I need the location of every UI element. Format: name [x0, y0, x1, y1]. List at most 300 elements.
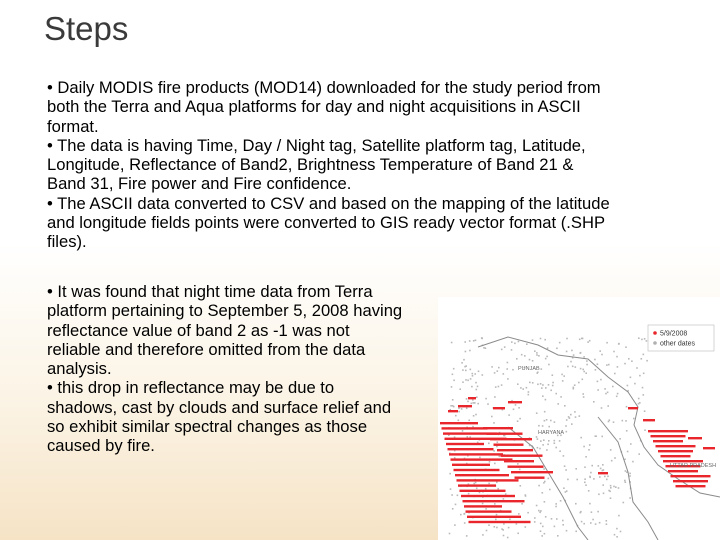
other-date-point [601, 354, 603, 356]
other-date-point [526, 387, 528, 389]
other-date-point [544, 533, 546, 535]
other-date-point [644, 338, 646, 340]
other-date-point [594, 359, 596, 361]
text-line: reflectance value of band 2 as -1 was not [47, 320, 350, 340]
other-date-point [534, 350, 536, 352]
fire-point-stripe [483, 427, 513, 429]
other-date-point [525, 526, 527, 528]
other-date-point [550, 420, 552, 422]
other-date-point [564, 465, 566, 467]
other-date-point [600, 468, 602, 470]
other-date-point [562, 524, 564, 526]
other-date-point [466, 408, 468, 410]
other-date-point [573, 354, 575, 356]
other-date-point [618, 487, 620, 489]
other-date-point [584, 478, 586, 480]
fire-point-stripe [458, 405, 472, 407]
other-date-point [539, 448, 541, 450]
other-date-point [611, 460, 613, 462]
other-date-point [542, 384, 544, 386]
text-line: • It was found that night time data from Terra [47, 282, 373, 301]
other-date-point [463, 359, 465, 361]
other-date-point [566, 419, 568, 421]
text-line: and longitude fields points were converted to GIS ready vector format (.SHP [47, 213, 606, 233]
other-date-point [607, 405, 609, 407]
other-date-point [505, 493, 507, 495]
other-date-point [613, 486, 615, 488]
fire-point-stripe [469, 521, 531, 523]
other-date-point [560, 500, 562, 502]
other-date-point [591, 511, 593, 513]
other-date-point [560, 396, 562, 398]
other-date-point [545, 358, 547, 360]
fire-point-stripe [493, 407, 505, 409]
other-date-point [479, 457, 481, 459]
other-date-point [548, 364, 550, 366]
legend-other-label: other dates [660, 340, 696, 348]
other-date-point [545, 387, 547, 389]
fire-point-stripe [451, 458, 513, 460]
other-date-point [565, 469, 567, 471]
other-date-point [449, 533, 451, 535]
other-date-point [524, 355, 526, 357]
other-date-point [543, 468, 545, 470]
other-date-point [517, 420, 519, 422]
other-date-point [516, 523, 518, 525]
fire-point-stripe [676, 485, 706, 487]
other-date-point [538, 485, 540, 487]
other-date-point [609, 491, 611, 493]
fire-point-stripe [460, 490, 506, 492]
other-date-point [587, 341, 589, 343]
other-date-point [614, 534, 616, 536]
other-date-point [449, 473, 451, 475]
fire-points-map [438, 297, 720, 540]
other-date-point [508, 414, 510, 416]
other-date-point [503, 535, 505, 537]
other-date-point [540, 338, 542, 340]
other-date-point [452, 374, 454, 376]
other-date-point [629, 497, 631, 499]
other-date-point [495, 386, 497, 388]
other-date-point [536, 352, 538, 354]
fire-point-stripe [668, 470, 698, 472]
other-date-point [475, 482, 477, 484]
other-date-point [552, 374, 554, 376]
other-date-point [582, 379, 584, 381]
other-date-point [576, 479, 578, 481]
other-date-point [589, 340, 591, 342]
other-date-point [544, 420, 546, 422]
other-date-point [633, 418, 635, 420]
other-date-point [540, 523, 542, 525]
other-date-point [507, 537, 509, 539]
other-date-point [593, 401, 595, 403]
fire-point-stripe [452, 464, 490, 466]
other-date-point [543, 439, 545, 441]
other-date-point [540, 440, 542, 442]
other-date-point [563, 487, 565, 489]
other-date-point [454, 524, 456, 526]
other-date-point [536, 372, 538, 374]
fire-point-stripe [504, 460, 534, 462]
other-date-point [544, 481, 546, 483]
other-date-point [592, 519, 594, 521]
other-date-point [450, 488, 452, 490]
other-date-point [458, 420, 460, 422]
other-date-point [598, 494, 600, 496]
slide-title: Steps [44, 10, 129, 47]
other-date-point [467, 436, 469, 438]
other-date-point [590, 472, 592, 474]
other-date-point [465, 370, 467, 372]
text-line: • The data is having Time, Day / Night tag, Satellite platform tag, Latitude, [47, 135, 586, 155]
text-line: • Daily MODIS fire products (MOD14) downloaded for the study period from [47, 78, 601, 97]
other-date-point [536, 505, 538, 507]
other-date-point [451, 494, 453, 496]
other-date-point [606, 364, 608, 366]
other-date-point [544, 411, 546, 413]
other-date-point [588, 449, 590, 451]
other-date-point [590, 522, 592, 524]
other-date-point [473, 415, 475, 417]
other-date-point [643, 354, 645, 356]
text-line: caused by fire. [47, 436, 155, 456]
other-date-point [566, 338, 568, 340]
other-date-point [548, 478, 550, 480]
text-line: platform pertaining to September 5, 2008 having [47, 301, 403, 321]
other-date-point [548, 440, 550, 442]
fire-point-stripe [494, 444, 524, 446]
other-date-point [605, 393, 607, 395]
other-date-point [601, 407, 603, 409]
other-date-point [638, 337, 640, 339]
other-date-point [476, 396, 478, 398]
other-date-point [641, 358, 643, 360]
other-date-point [570, 414, 572, 416]
other-date-point [485, 508, 487, 510]
other-date-point [585, 484, 587, 486]
other-date-point [453, 380, 455, 382]
other-date-point [528, 394, 530, 396]
other-date-point [496, 527, 498, 529]
other-date-point [554, 421, 556, 423]
fire-point-stripe [497, 449, 533, 451]
other-date-point [566, 490, 568, 492]
other-date-point [494, 372, 496, 374]
text-line: • this drop in reflectance may be due to [47, 378, 335, 398]
other-date-point [586, 360, 588, 362]
other-date-point [554, 442, 556, 444]
other-date-point [466, 535, 468, 537]
other-date-point [641, 339, 643, 341]
other-date-point [518, 513, 520, 515]
fire-point-stripe [658, 450, 693, 452]
other-date-point [464, 341, 466, 343]
other-date-point [494, 503, 496, 505]
other-date-point [617, 366, 619, 368]
other-date-point [494, 526, 496, 528]
other-date-point [616, 356, 618, 358]
other-date-point [546, 356, 548, 358]
other-date-point [520, 387, 522, 389]
other-date-point [451, 342, 453, 344]
top-bullet-text [47, 78, 667, 252]
other-date-point [581, 521, 583, 523]
other-date-point [452, 399, 454, 401]
other-date-point [646, 340, 648, 342]
other-date-point [589, 444, 591, 446]
other-date-point [546, 449, 548, 451]
other-date-point [493, 450, 495, 452]
other-date-point [545, 399, 547, 401]
other-date-point [473, 340, 475, 342]
other-date-point [575, 503, 577, 505]
other-date-point [520, 485, 522, 487]
other-date-point [579, 415, 581, 417]
other-date-point [643, 373, 645, 375]
other-date-point [589, 503, 591, 505]
other-date-point [542, 444, 544, 446]
other-date-point [469, 340, 471, 342]
other-date-point [628, 358, 630, 360]
other-date-point [644, 410, 646, 412]
other-date-point [566, 530, 568, 532]
legend-fire-marker [653, 331, 657, 335]
text-line: analysis. [47, 359, 112, 379]
other-date-point [581, 338, 583, 340]
other-date-point [536, 436, 538, 438]
other-date-point [556, 518, 558, 520]
other-date-point [547, 347, 549, 349]
other-date-point [488, 443, 490, 445]
other-date-point [625, 481, 627, 483]
other-date-point [583, 446, 585, 448]
other-date-point [548, 384, 550, 386]
other-date-point [566, 431, 568, 433]
other-date-point [622, 420, 624, 422]
other-date-point [466, 398, 468, 400]
other-date-point [555, 506, 557, 508]
other-date-point [597, 381, 599, 383]
other-date-point [540, 510, 542, 512]
fire-point-stripe [455, 474, 509, 476]
other-date-point [508, 527, 510, 529]
legend-other-marker [653, 341, 657, 345]
fire-point-stripe [671, 475, 711, 477]
other-date-point [627, 451, 629, 453]
other-date-point [540, 530, 542, 532]
other-date-point [606, 479, 608, 481]
other-date-point [507, 378, 509, 380]
other-date-point [551, 518, 553, 520]
fire-point-stripe [448, 448, 494, 450]
other-date-point [455, 504, 457, 506]
other-date-point [607, 392, 609, 394]
other-date-point [526, 343, 528, 345]
other-date-point [488, 524, 490, 526]
other-date-point [501, 349, 503, 351]
other-date-point [475, 414, 477, 416]
other-date-point [488, 483, 490, 485]
other-date-point [457, 495, 459, 497]
other-date-point [511, 349, 513, 351]
region-label-punjab: PUNJAB [518, 366, 540, 372]
other-date-point [469, 350, 471, 352]
other-date-point [541, 535, 543, 537]
other-date-point [476, 487, 478, 489]
other-date-point [597, 511, 599, 513]
other-date-point [559, 440, 561, 442]
other-date-point [559, 450, 561, 452]
other-date-point [516, 358, 518, 360]
other-date-point [541, 368, 543, 370]
other-date-point [572, 366, 574, 368]
other-date-point [460, 514, 462, 516]
other-date-point [606, 523, 608, 525]
other-date-point [583, 371, 585, 373]
other-date-point [532, 339, 534, 341]
other-date-point [525, 494, 527, 496]
other-date-point [555, 447, 557, 449]
other-date-point [554, 440, 556, 442]
other-date-point [583, 396, 585, 398]
other-date-point [629, 475, 631, 477]
fire-point-stripe [449, 453, 503, 455]
other-date-point [528, 391, 530, 393]
text-line: Band 31, Fire power and Fire confidence. [47, 174, 352, 194]
other-date-point [593, 478, 595, 480]
other-date-point [597, 363, 599, 365]
other-date-point [562, 380, 564, 382]
other-date-point [475, 382, 477, 384]
fire-point-stripe [454, 469, 500, 471]
other-date-point [550, 390, 552, 392]
text-line: • The ASCII data converted to CSV and based on the mapping of the latitude [47, 193, 610, 213]
other-date-point [580, 352, 582, 354]
other-date-point [455, 415, 457, 417]
other-date-point [638, 403, 640, 405]
other-date-point [579, 339, 581, 341]
fire-point-stripe [464, 505, 502, 507]
other-date-point [542, 395, 544, 397]
other-date-point [494, 396, 496, 398]
other-date-point [612, 386, 614, 388]
other-date-point [512, 369, 514, 371]
other-date-point [491, 366, 493, 368]
other-date-point [503, 373, 505, 375]
other-date-point [515, 404, 517, 406]
fire-point-stripe [487, 433, 523, 435]
other-date-point [584, 466, 586, 468]
fire-point-stripe [446, 443, 484, 445]
other-date-point [595, 523, 597, 525]
other-date-point [513, 409, 515, 411]
other-date-point [623, 502, 625, 504]
other-date-point [517, 383, 519, 385]
fire-point-stripe [440, 422, 478, 424]
other-date-point [465, 351, 467, 353]
other-date-point [555, 503, 557, 505]
text-line: reliable and therefore omitted from the data [47, 339, 366, 359]
other-date-point [620, 531, 622, 533]
fire-point-stripe [501, 455, 543, 457]
fire-point-stripe [656, 445, 696, 447]
other-date-point [597, 389, 599, 391]
other-date-point [497, 488, 499, 490]
other-date-point [503, 435, 505, 437]
other-date-point [555, 393, 557, 395]
other-date-point [586, 364, 588, 366]
other-date-point [557, 403, 559, 405]
other-date-point [614, 373, 616, 375]
other-date-point [506, 368, 508, 370]
other-date-point [583, 523, 585, 525]
other-date-point [556, 348, 558, 350]
other-date-point [544, 501, 546, 503]
other-date-point [502, 529, 504, 531]
other-date-point [613, 351, 615, 353]
other-date-point [534, 517, 536, 519]
other-date-point [458, 407, 460, 409]
other-date-point [461, 362, 463, 364]
other-date-point [624, 363, 626, 365]
other-date-point [478, 371, 480, 373]
other-date-point [571, 423, 573, 425]
other-date-point [498, 386, 500, 388]
other-date-point [482, 374, 484, 376]
other-date-point [471, 386, 473, 388]
other-date-point [627, 385, 629, 387]
other-date-point [452, 508, 454, 510]
other-date-point [537, 447, 539, 449]
other-date-point [497, 370, 499, 372]
other-date-point [629, 473, 631, 475]
other-date-point [501, 384, 503, 386]
other-date-point [571, 350, 573, 352]
text-line: shadows, cast by clouds and surface relief and [47, 397, 392, 417]
other-date-point [616, 528, 618, 530]
other-date-point [511, 341, 513, 343]
fire-point-stripe [511, 471, 553, 473]
other-date-point [616, 536, 618, 538]
other-date-point [494, 463, 496, 465]
other-date-point [626, 430, 628, 432]
other-date-point [638, 398, 640, 400]
fire-point-stripe [448, 410, 458, 412]
other-date-point [470, 378, 472, 380]
other-date-point [536, 354, 538, 356]
other-date-point [630, 377, 632, 379]
other-date-point [608, 421, 610, 423]
other-date-point [542, 492, 544, 494]
other-date-point [563, 455, 565, 457]
other-date-point [615, 486, 617, 488]
other-date-point [630, 443, 632, 445]
other-date-point [563, 375, 565, 377]
other-date-point [471, 403, 473, 405]
other-date-point [606, 342, 608, 344]
other-date-point [536, 412, 538, 414]
other-date-point [542, 526, 544, 528]
other-date-point [518, 341, 520, 343]
other-date-point [473, 483, 475, 485]
other-date-point [521, 503, 523, 505]
other-date-point [634, 383, 636, 385]
other-date-point [462, 381, 464, 383]
other-date-point [542, 425, 544, 427]
other-date-point [602, 484, 604, 486]
